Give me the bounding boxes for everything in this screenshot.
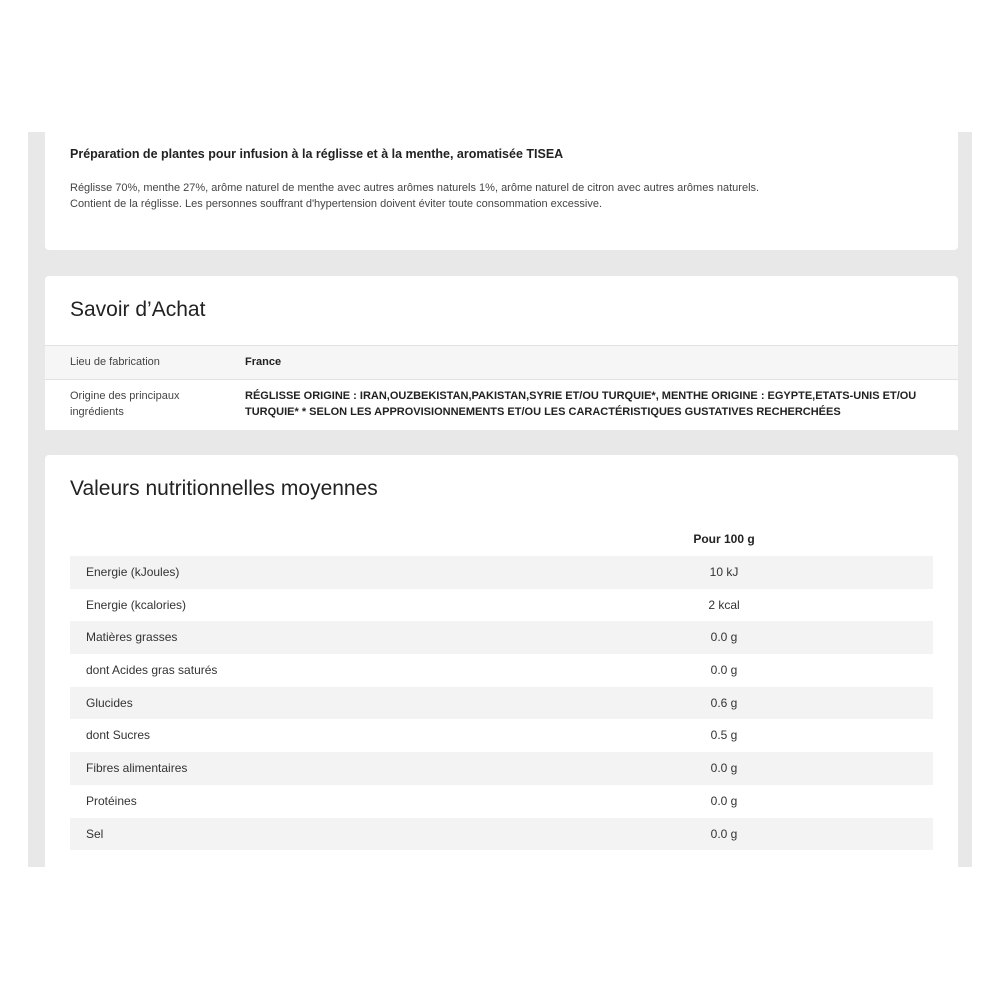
table-row [70, 589, 933, 622]
nutrient-value: 0.0 g [710, 663, 738, 678]
info-row-origine [45, 379, 958, 430]
nutrient-value: 0.5 g [710, 728, 738, 743]
nutrient-value: 0.0 g [710, 826, 738, 841]
nutrient-name: Protéines [86, 793, 137, 808]
nutrient-name: Matières grasses [86, 630, 178, 645]
savoir-achat-title: Savoir d’Achat [70, 298, 206, 321]
nutrient-value: 0.0 g [710, 761, 738, 776]
info-value: France [245, 356, 282, 368]
nutrient-name: dont Acides gras saturés [86, 663, 218, 678]
table-row [70, 654, 933, 687]
warning-line: Contient de la réglisse. Les personnes souffrant d'hypertension doivent éviter toute consommation excessive. [70, 198, 603, 210]
table-row [70, 719, 933, 752]
info-label: Lieu de fabrication [70, 356, 160, 368]
nutrient-name: Fibres alimentaires [86, 761, 188, 776]
nutrient-value: 0.0 g [710, 793, 738, 808]
nutrient-value: 10 kJ [709, 565, 739, 579]
ingredients-line: Réglisse 70%, menthe 27%, arôme naturel de menthe avec autres arômes naturels 1%, arôme naturel de citron avec autres arômes naturels. [70, 182, 760, 194]
table-row [70, 621, 933, 654]
savoir-achat-card [45, 276, 958, 429]
table-row [70, 785, 933, 818]
info-value: RÉGLISSE ORIGINE : IRAN,OUZBEKISTAN,PAKISTAN,SYRIE ET/OU TURQUIE*, MENTHE ORIGINE : EGYPTE,ETATS-UNIS ET/OU TURQUIE* * SELON LES APPROVISIONNEMENTS ET/OU LES CARACTÉRISTIQUES GUSTATIVES RECHERCHÉES [245, 390, 917, 418]
nutrient-name: Energie (kcalories) [86, 597, 187, 612]
nutrition-title: Valeurs nutritionnelles moyennes [70, 477, 378, 500]
table-row [70, 818, 933, 851]
table-row [70, 752, 933, 785]
nutrient-name: Sel [86, 826, 104, 841]
nutrition-card [45, 455, 958, 867]
table-row [70, 556, 933, 589]
product-ingredients [70, 180, 759, 212]
nutrition-column-header: Pour 100 g [693, 532, 755, 546]
product-description-card [45, 132, 958, 250]
info-label: Origine des principaux ingrédients [70, 390, 180, 418]
nutrition-table [70, 556, 933, 850]
info-row-lieu [45, 345, 958, 379]
nutrient-value: 0.6 g [710, 695, 738, 710]
nutrient-value: 2 kcal [708, 597, 740, 612]
nutrient-name: Energie (kJoules) [86, 565, 180, 579]
nutrient-name: Glucides [86, 695, 133, 710]
nutrient-value: 0.0 g [710, 630, 738, 645]
product-title: Préparation de plantes pour infusion à la réglisse et à la menthe, aromatisée TISEA [70, 147, 564, 161]
table-row [70, 687, 933, 720]
nutrient-name: dont Sucres [86, 728, 151, 743]
